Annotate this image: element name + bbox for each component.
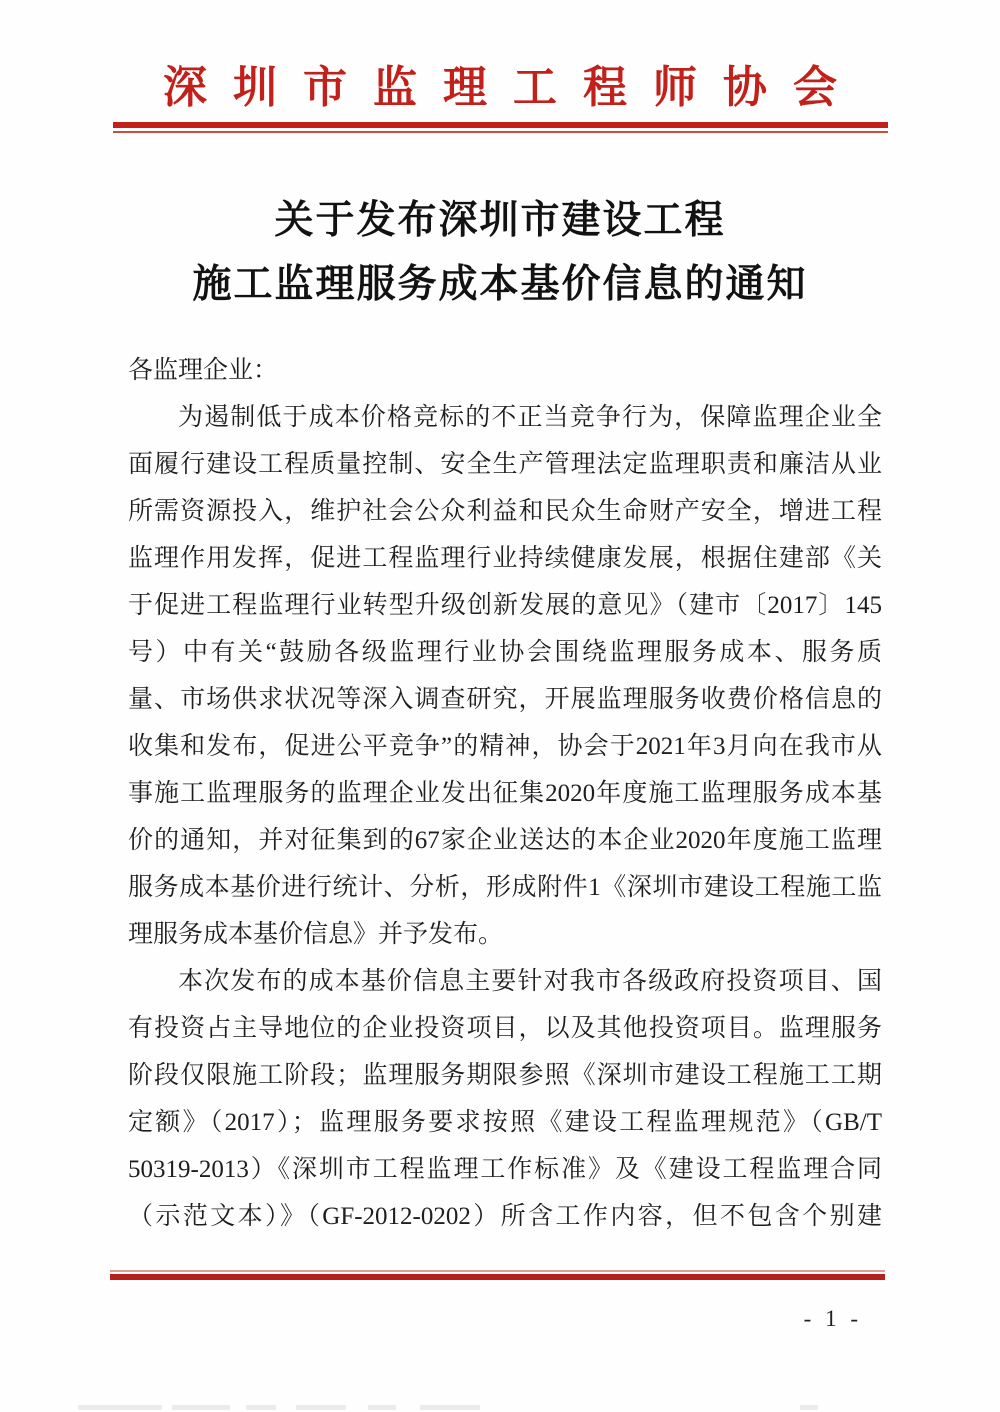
body-line: 监理作用发挥，促进工程监理行业持续健康发展，根据住建部《关 (128, 545, 882, 573)
scan-bleed-artifact (296, 1405, 346, 1410)
footer-rule (110, 1270, 885, 1280)
body-line: 量、市场供求状况等深入调查研究，开展监理服务收费价格信息的 (128, 686, 882, 714)
document-title (0, 189, 1000, 317)
body-line: 收集和发布，促进公平竞争”的精神，协会于2021年3月向在我市从 (128, 733, 882, 761)
footer-rule-thick (110, 1274, 885, 1280)
document-title-line1: 关于发布深圳市建设工程 (274, 199, 726, 243)
body-lines (128, 394, 882, 1240)
body-line: 为遏制低于成本价格竞标的不正当竞争行为，保障监理企业全 (178, 404, 882, 432)
body-line: 定额》（2017）；监理服务要求按照《建设工程监理规范》（GB/T (128, 1109, 882, 1137)
body-line: （示范文本）》（GF-2012-0202）所含工作内容，但不包含个别建 (128, 1203, 882, 1231)
body-line: 有投资占主导地位的企业投资项目，以及其他投资项目。监理服务 (128, 1015, 882, 1043)
body-line: 服务成本基价进行统计、分析，形成附件1《深圳市建设工程施工监 (128, 874, 882, 902)
body-line: 面履行建设工程质量控制、安全生产管理法定监理职责和廉洁从业 (128, 451, 882, 479)
scan-bleed-artifact (78, 1405, 162, 1410)
page-number: - 1 - (803, 1306, 862, 1331)
document-title-line2: 施工监理服务成本基价信息的通知 (192, 263, 808, 307)
body-line: 所需资源投入，维护社会公众利益和民众生命财产安全，增进工程 (128, 498, 882, 526)
body-line: 本次发布的成本基价信息主要针对我市各级政府投资项目、国 (178, 968, 882, 996)
body-line: 价的通知，并对征集到的67家企业送达的本企业2020年度施工监理 (128, 827, 882, 855)
scan-bleed-artifact (172, 1405, 230, 1410)
body-line: 事施工监理服务的监理企业发出征集2020年度施工监理服务成本基 (128, 780, 882, 808)
scan-bleed-artifact (368, 1405, 396, 1410)
body-line: 阶段仅限施工阶段；监理服务期限参照《深圳市建设工程施工工期 (128, 1062, 882, 1090)
scan-bleed-artifact (246, 1405, 276, 1410)
body-line: 于促进工程监理行业转型升级创新发展的意见》（建市〔2017〕145 (128, 592, 882, 620)
letterhead-rule (113, 122, 888, 133)
body-text (128, 347, 882, 1240)
body-line: 号）中有关“鼓励各级监理行业协会围绕监理服务成本、服务质 (128, 639, 882, 667)
body-line: 50319-2013）《深圳市工程监理工作标准》及《建设工程监理合同 (128, 1156, 882, 1184)
scan-bleed-artifact (800, 1405, 818, 1410)
body-line: 理服务成本基价信息》并予发布。 (128, 921, 504, 949)
letterhead-org-name: 深圳市监理工程师协会 (163, 63, 863, 112)
letterhead-rule-thin (113, 131, 888, 133)
salutation: 各监理企业： (128, 357, 279, 385)
scan-bleed-artifact (420, 1405, 480, 1410)
